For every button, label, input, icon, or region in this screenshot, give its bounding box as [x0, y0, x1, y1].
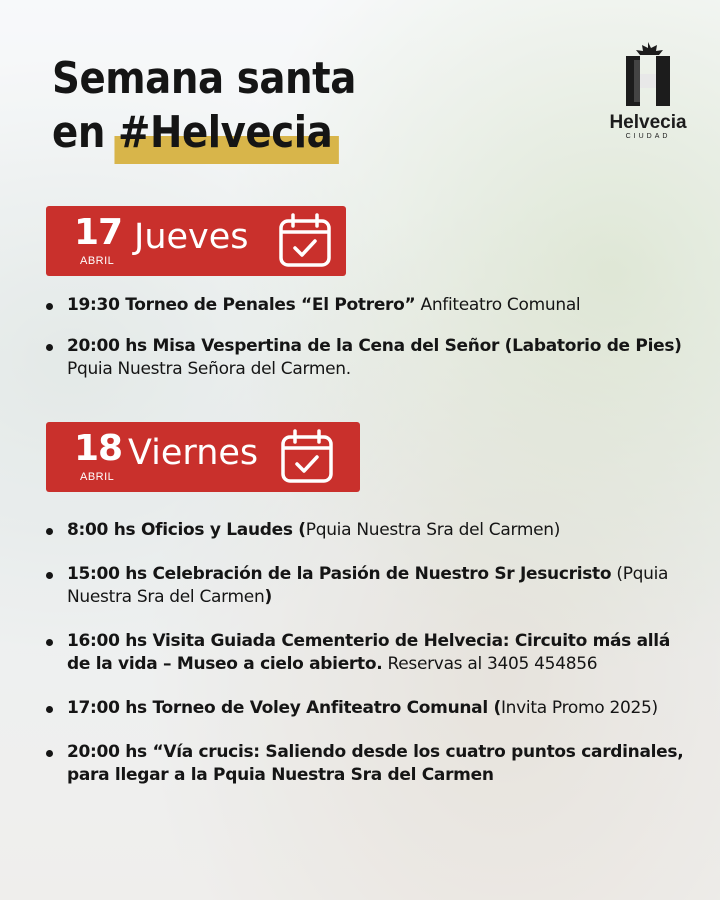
day-number: 17: [74, 212, 123, 253]
title-line-2: [52, 106, 356, 160]
day-banner-viernes: [46, 422, 360, 492]
title-line-1: Semana santa: [52, 53, 356, 104]
day-month: ABRIL: [80, 255, 115, 267]
list-item: 19:30 Torneo de Penales “El Potrero” Anfiteatro Comunal: [44, 294, 694, 317]
calendar-check-icon: [278, 428, 336, 486]
events-list-jueves: [44, 294, 694, 381]
list-item: 17:00 hs Torneo de Voley Anfiteatro Comunal (Invita Promo 2025): [44, 697, 694, 720]
list-item: 20:00 hs “Vía crucis: Saliendo desde los cuatro puntos cardinales, para llegar a la Pquia Nuestra Sra del Carmen: [44, 741, 694, 787]
day-weekday: Viernes: [128, 433, 259, 473]
list-item: 8:00 hs Oficios y Laudes (Pquia Nuestra Sra del Carmen): [44, 519, 694, 542]
day-month: ABRIL: [80, 471, 115, 483]
calendar-check-icon: [276, 212, 334, 270]
helvecia-h-emblem-icon: [620, 40, 676, 108]
title-prefix: en: [52, 107, 118, 158]
day-weekday: Jueves: [134, 217, 249, 257]
logo-subtitle: CIUDAD: [625, 133, 671, 140]
day-banner-jueves: [46, 206, 346, 276]
day-number: 18: [74, 428, 123, 469]
list-item: 16:00 hs Visita Guiada Cementerio de Helvecia: Circuito más allá de la vida – Museo a cielo abierto. Reservas al 3405 454856: [44, 630, 694, 676]
list-item: 15:00 hs Celebración de la Pasión de Nuestro Sr Jesucristo (Pquia Nuestra Sra del Carmen): [44, 563, 694, 609]
title-hashtag-highlight: #Helvecia: [117, 107, 333, 158]
events-list-viernes: [44, 519, 694, 787]
list-item: 20:00 hs Misa Vespertina de la Cena del Señor (Labatorio de Pies) Pquia Nuestra Señora del Carmen.: [44, 335, 694, 381]
helvecia-logo: [600, 40, 696, 150]
logo-name: Helvecia: [609, 112, 687, 133]
page-title: [52, 52, 356, 160]
